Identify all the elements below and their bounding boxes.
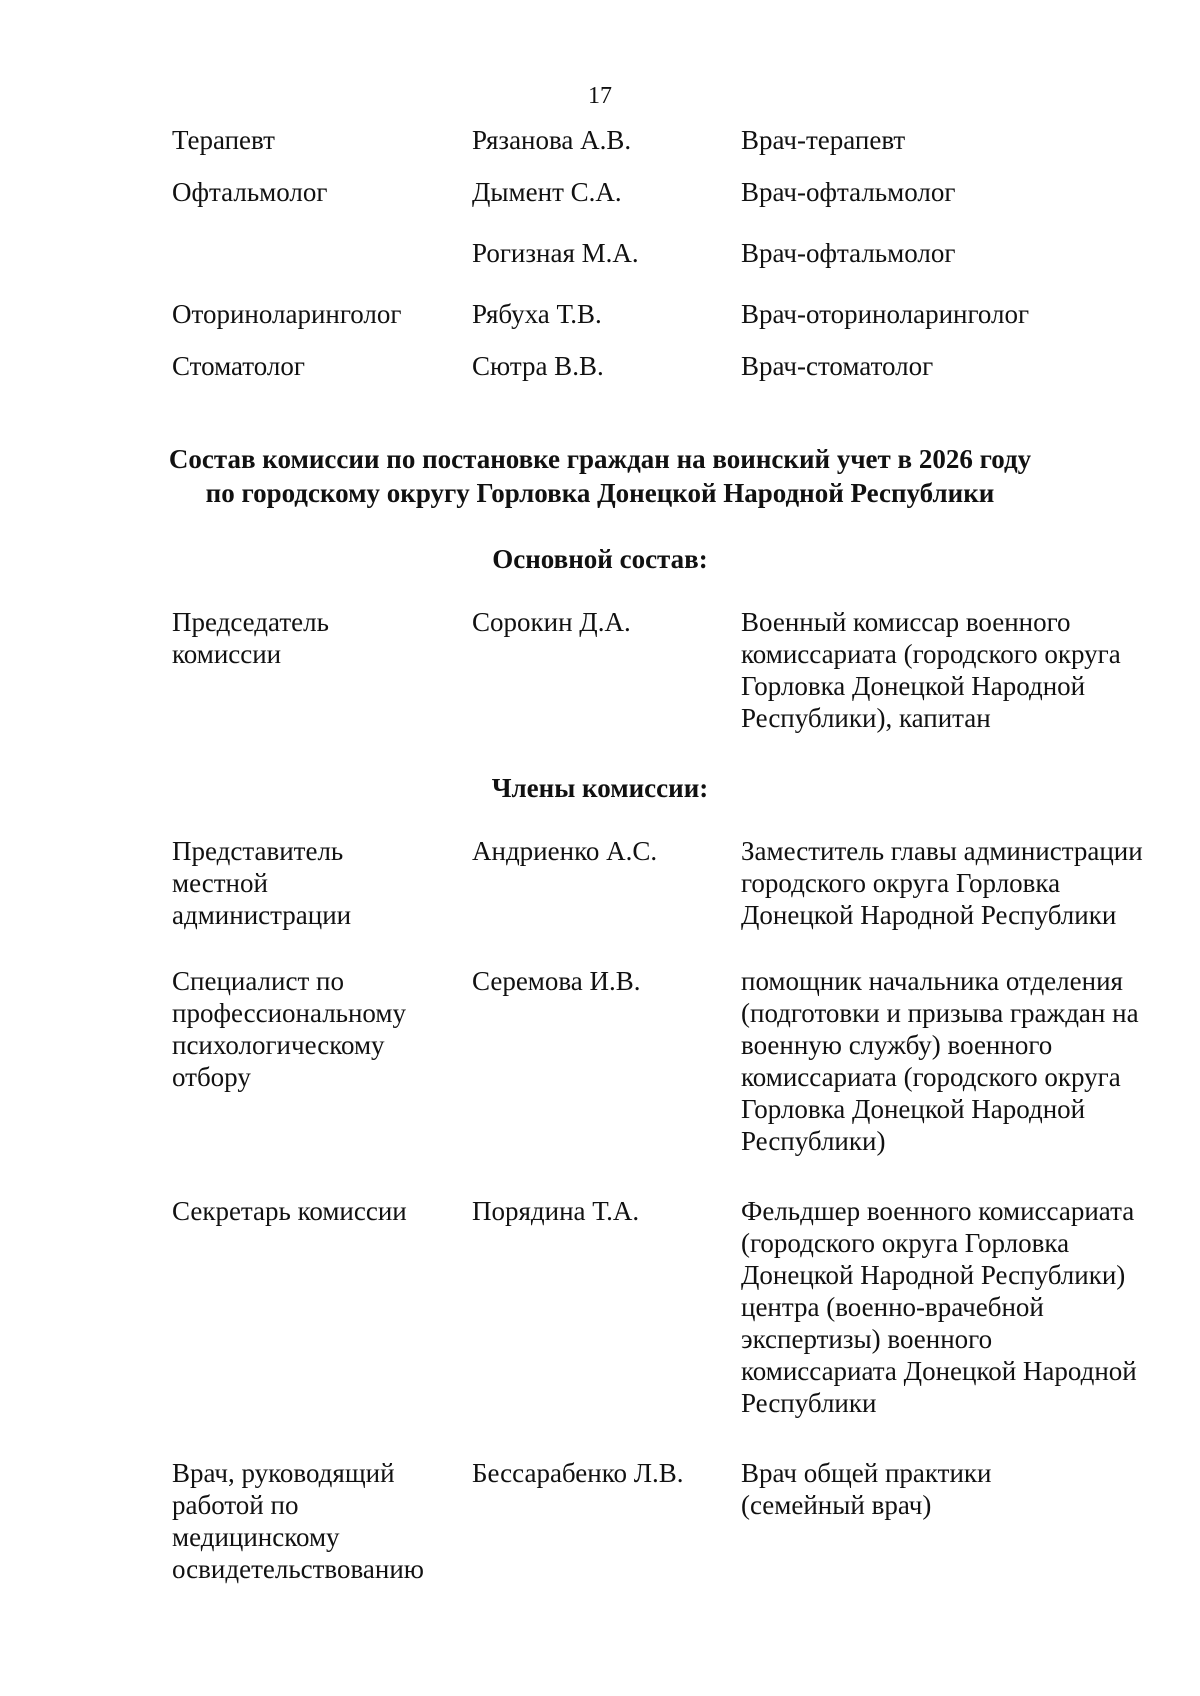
role-line: профессиональному bbox=[172, 998, 406, 1028]
commission-title bbox=[0, 442, 1200, 510]
member-position bbox=[741, 965, 1181, 1157]
member-role bbox=[172, 965, 462, 1093]
specialist-role: Стоматолог bbox=[172, 351, 305, 381]
position-line: Республики bbox=[741, 1388, 877, 1418]
position-line: Заместитель главы администрации bbox=[741, 836, 1143, 866]
position-line: Военный комиссар военного bbox=[741, 607, 1071, 637]
position-line: Врач общей практики bbox=[741, 1458, 992, 1488]
member-name: Серемова И.В. bbox=[472, 966, 641, 996]
chairman-position bbox=[741, 606, 1181, 734]
role-line: психологическому bbox=[172, 1030, 385, 1060]
commission-title-line: по городскому округу Горловка Донецкой Народной Республики bbox=[205, 478, 995, 508]
position-line: Фельдшер военного комиссариата bbox=[741, 1196, 1135, 1226]
position-line: центра (военно-врачебной bbox=[741, 1292, 1044, 1322]
position-line: комиссариата (городского округа bbox=[741, 639, 1121, 669]
specialist-position: Врач-офтальмолог bbox=[741, 177, 956, 207]
specialist-role: Оториноларинголог bbox=[172, 299, 402, 329]
role-line: местной bbox=[172, 868, 268, 898]
role-line: Секретарь комиссии bbox=[172, 1196, 407, 1226]
position-line: военную службу) военного bbox=[741, 1030, 1053, 1060]
member-role bbox=[172, 1457, 462, 1585]
role-line: администрации bbox=[172, 900, 352, 930]
position-line: экспертизы) военного bbox=[741, 1324, 993, 1354]
role-line: Врач, руководящий bbox=[172, 1458, 395, 1488]
member-name: Бессарабенко Л.В. bbox=[472, 1458, 684, 1488]
main-composition-heading bbox=[0, 542, 1200, 576]
role-line: Председатель bbox=[172, 607, 329, 637]
specialist-position: Врач-офтальмолог bbox=[741, 238, 956, 268]
position-line: комиссариата Донецкой Народной bbox=[741, 1356, 1137, 1386]
role-line: Представитель bbox=[172, 836, 344, 866]
member-position bbox=[741, 835, 1181, 931]
members-heading-text: Члены комиссии: bbox=[491, 773, 709, 803]
role-line: медицинскому bbox=[172, 1522, 340, 1552]
chairman-role bbox=[172, 606, 462, 670]
specialist-name: Дымент С.А. bbox=[472, 177, 622, 207]
specialist-role: Терапевт bbox=[172, 125, 275, 155]
position-line: (городского округа Горловка bbox=[741, 1228, 1070, 1258]
role-line: Специалист по bbox=[172, 966, 344, 996]
specialist-role: Офтальмолог bbox=[172, 177, 328, 207]
page-number: 17 bbox=[588, 83, 612, 109]
chairman-name: Сорокин Д.А. bbox=[472, 607, 631, 637]
position-line: городского округа Горловка bbox=[741, 868, 1061, 898]
position-line: помощник начальника отделения bbox=[741, 966, 1123, 996]
position-line: (семейный врач) bbox=[741, 1490, 932, 1520]
specialist-name: Рязанова А.В. bbox=[472, 125, 632, 155]
members-heading bbox=[0, 771, 1200, 805]
member-name: Порядина Т.А. bbox=[472, 1196, 640, 1226]
member-position bbox=[741, 1457, 1181, 1521]
position-line: Горловка Донецкой Народной bbox=[741, 671, 1086, 701]
position-line: Донецкой Народной Республики bbox=[741, 900, 1117, 930]
specialist-position: Врач-стоматолог bbox=[741, 351, 934, 381]
position-line: Горловка Донецкой Народной bbox=[741, 1094, 1086, 1124]
position-line: Республики) bbox=[741, 1126, 886, 1156]
specialist-position: Врач-терапевт bbox=[741, 125, 906, 155]
position-line: (подготовки и призыва граждан на bbox=[741, 998, 1139, 1028]
position-line: Республики), капитан bbox=[741, 703, 991, 733]
specialist-name: Рябуха Т.В. bbox=[472, 299, 602, 329]
member-role bbox=[172, 835, 462, 931]
position-line: Донецкой Народной Республики) bbox=[741, 1260, 1126, 1290]
member-role bbox=[172, 1195, 462, 1227]
role-line: работой по bbox=[172, 1490, 299, 1520]
position-line: комиссариата (городского округа bbox=[741, 1062, 1121, 1092]
role-line: комиссии bbox=[172, 639, 282, 669]
main-composition-heading-text: Основной состав: bbox=[492, 544, 708, 574]
specialist-position: Врач-оториноларинголог bbox=[741, 299, 1030, 329]
member-name: Андриенко А.С. bbox=[472, 836, 658, 866]
member-position bbox=[741, 1195, 1181, 1419]
commission-title-line: Состав комиссии по постановке граждан на воинский учет в 2026 году bbox=[168, 444, 1032, 474]
specialist-name: Сютра В.В. bbox=[472, 351, 604, 381]
role-line: освидетельствованию bbox=[172, 1554, 424, 1584]
specialist-name: Рогизная М.А. bbox=[472, 238, 639, 268]
role-line: отбору bbox=[172, 1062, 251, 1092]
